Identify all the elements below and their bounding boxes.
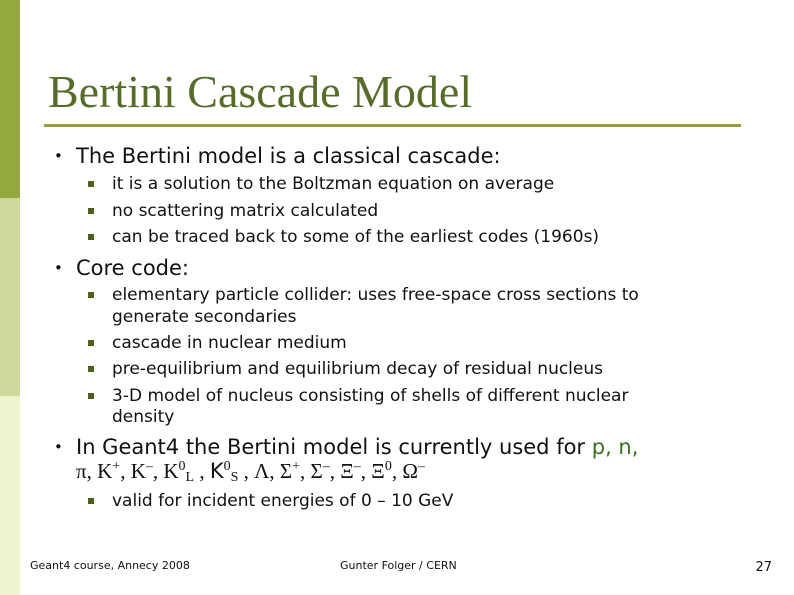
square-bullet-icon — [88, 208, 94, 214]
bullet-dot-icon: • — [54, 259, 63, 277]
footer-course: Geant4 course, Annecy 2008 — [30, 559, 190, 572]
square-bullet-icon — [88, 340, 94, 346]
sidebar-decoration — [0, 0, 20, 595]
sidebar-block-middle — [0, 198, 20, 396]
particle-list: π, K+, K–, $K^0_L$ , $K^0_S$ , Λ, Σ+, Σ–, Ξ–, $\Xi^0$, Ω– — [76, 459, 425, 485]
footer-author: Gunter Folger / CERN — [340, 559, 457, 572]
square-bullet-icon — [88, 181, 94, 187]
bullet-1-text: The Bertini model is a classical cascade: — [76, 144, 501, 168]
sidebar-block-top — [0, 0, 20, 198]
highlight-particles: p, n, — [591, 435, 639, 459]
square-bullet-icon — [88, 498, 94, 504]
square-bullet-icon — [88, 292, 94, 298]
title-underline — [44, 124, 741, 127]
square-bullet-icon — [88, 366, 94, 372]
bullet-2-text: Core code: — [76, 256, 189, 280]
square-bullet-icon — [88, 234, 94, 240]
square-bullet-icon — [88, 393, 94, 399]
bullet-dot-icon: • — [54, 147, 63, 165]
sidebar-block-bottom — [0, 396, 20, 595]
page-number: 27 — [755, 560, 772, 575]
bullet-3-text: In Geant4 the Bertini model is currently used for p, n, — [76, 435, 639, 459]
bullet-dot-icon: • — [54, 438, 63, 456]
slide-title: Bertini Cascade Model — [48, 66, 473, 117]
